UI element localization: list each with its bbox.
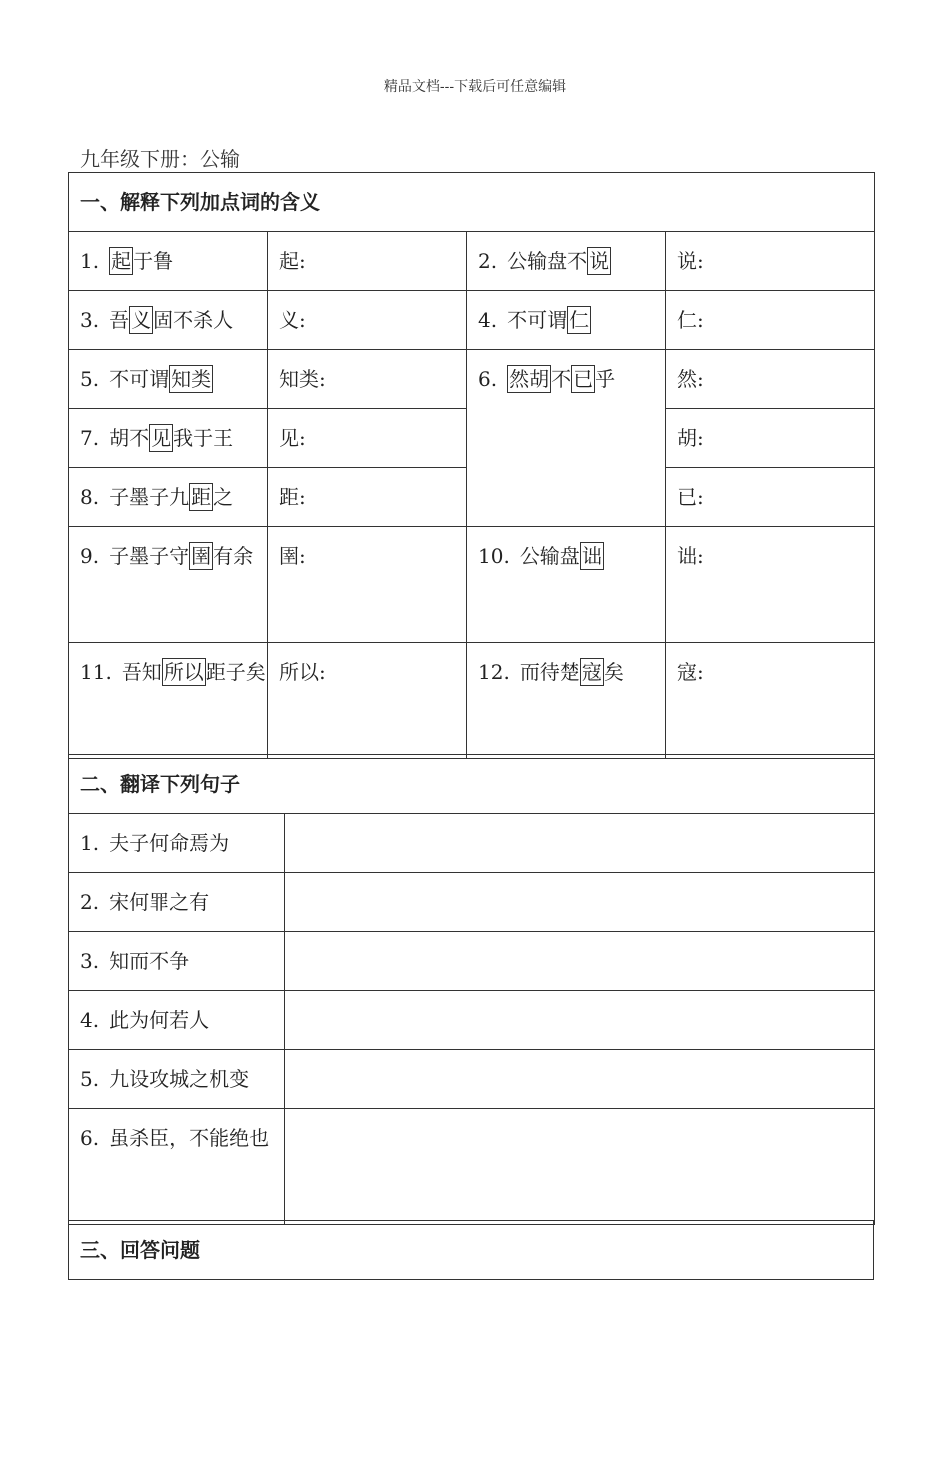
vocab-answer-11[interactable]: 所以: [268,643,467,759]
translation-answer-5[interactable] [285,1050,875,1109]
item-text: 吾知 [121,660,162,684]
keyword-box: 起 [111,249,132,273]
item-text: 我于王 [173,426,234,450]
vocab-answer-6a[interactable]: 然: [666,350,875,409]
item-number: 1. [80,249,100,273]
item-number: 1. [80,831,100,855]
vocab-item-5 [69,350,268,409]
item-number: 9. [80,544,100,568]
item-text: 之 [213,485,234,509]
keyword-box: 圉 [191,544,212,568]
item-text: 不可谓 [507,308,568,332]
item-number: 5. [80,1067,100,1091]
vocab-answer-3[interactable]: 义: [268,291,467,350]
item-text: 子墨子守 [109,544,190,568]
keyword-box: 所以 [163,660,204,684]
item-number: 11. [80,660,112,684]
sentence-text: 此为何若人 [109,1008,210,1032]
item-number: 8. [80,485,100,509]
vocab-answer-5[interactable]: 知类: [268,350,467,409]
vocab-answer-2[interactable]: 说: [666,232,875,291]
item-number: 7. [80,426,100,450]
item-number: 6. [80,1126,100,1150]
section-2-heading: 二、翻译下列句子 [69,755,875,814]
translation-answer-1[interactable] [285,814,875,873]
keyword-box: 寇 [581,660,602,684]
vocab-answer-12[interactable]: 寇: [666,643,875,759]
sentence-text: 夫子何命焉为 [109,831,230,855]
keyword-box: 诎 [581,544,602,568]
vocab-item-4 [467,291,666,350]
section-3-heading: 三、回答问题 [69,1221,874,1280]
questions-table [68,1220,874,1280]
vocab-item-8 [69,468,268,527]
vocab-item-7 [69,409,268,468]
translation-answer-6[interactable] [285,1109,875,1225]
item-text: 不 [551,367,572,391]
item-number: 2. [80,890,100,914]
vocab-item-2 [467,232,666,291]
item-text: 乎 [595,367,616,391]
item-text: 于鲁 [133,249,174,273]
translation-table [68,754,875,1225]
item-number: 4. [478,308,498,332]
keyword-box: 见 [151,426,172,450]
translation-answer-2[interactable] [285,873,875,932]
vocab-answer-6b[interactable]: 胡: [666,409,875,468]
item-number: 2. [478,249,498,273]
item-text: 固不杀人 [153,308,234,332]
translation-answer-4[interactable] [285,991,875,1050]
item-text: 不可谓 [109,367,170,391]
sentence-5 [69,1050,285,1109]
sentence-text: 宋何罪之有 [109,890,210,914]
item-text: 矣 [603,660,624,684]
sentence-3 [69,932,285,991]
vocab-answer-10[interactable]: 诎: [666,527,875,643]
sentence-6 [69,1109,285,1225]
vocabulary-table [68,172,875,759]
keyword-box: 然胡 [509,367,550,391]
vocab-item-6 [467,350,666,527]
sentence-1 [69,814,285,873]
keyword-box: 知类 [171,367,212,391]
vocab-answer-7[interactable]: 见: [268,409,467,468]
keyword-box: 说 [589,249,610,273]
vocab-answer-6c[interactable]: 已: [666,468,875,527]
page-header: 精品文档---下载后可任意编辑 [383,79,567,95]
section-1-heading: 一、解释下列加点词的含义 [69,173,875,232]
item-text: 胡不 [109,426,150,450]
vocab-item-10 [467,527,666,643]
vocab-item-11 [69,643,268,759]
vocab-item-12 [467,643,666,759]
document-title: 九年级下册：公输 [80,147,240,171]
item-text: 公输盘 [519,544,580,568]
sentence-text: 知而不争 [109,949,190,973]
vocab-answer-1[interactable]: 起: [268,232,467,291]
item-number: 3. [80,308,100,332]
item-number: 10. [478,544,510,568]
vocab-answer-4[interactable]: 仁: [666,291,875,350]
sentence-text: 虽杀臣，不能绝也 [109,1126,270,1150]
sentence-text: 九设攻城之机变 [109,1067,250,1091]
item-number: 3. [80,949,100,973]
vocab-answer-8[interactable]: 距: [268,468,467,527]
item-text: 公输盘不 [507,249,588,273]
vocab-item-3 [69,291,268,350]
item-text: 吾 [109,308,130,332]
item-text: 有余 [213,544,254,568]
item-number: 12. [478,660,510,684]
keyword-box: 仁 [569,308,590,332]
item-text: 子墨子九 [109,485,190,509]
keyword-box: 义 [131,308,152,332]
keyword-box: 距 [191,485,212,509]
item-number: 4. [80,1008,100,1032]
vocab-item-9 [69,527,268,643]
item-number: 6. [478,367,498,391]
item-text: 而待楚 [519,660,580,684]
item-number: 5. [80,367,100,391]
sentence-2 [69,873,285,932]
vocab-item-1 [69,232,268,291]
keyword-box: 已 [573,367,594,391]
vocab-answer-9[interactable]: 圉: [268,527,467,643]
sentence-4 [69,991,285,1050]
item-text: 距子矣 [205,660,266,684]
translation-answer-3[interactable] [285,932,875,991]
